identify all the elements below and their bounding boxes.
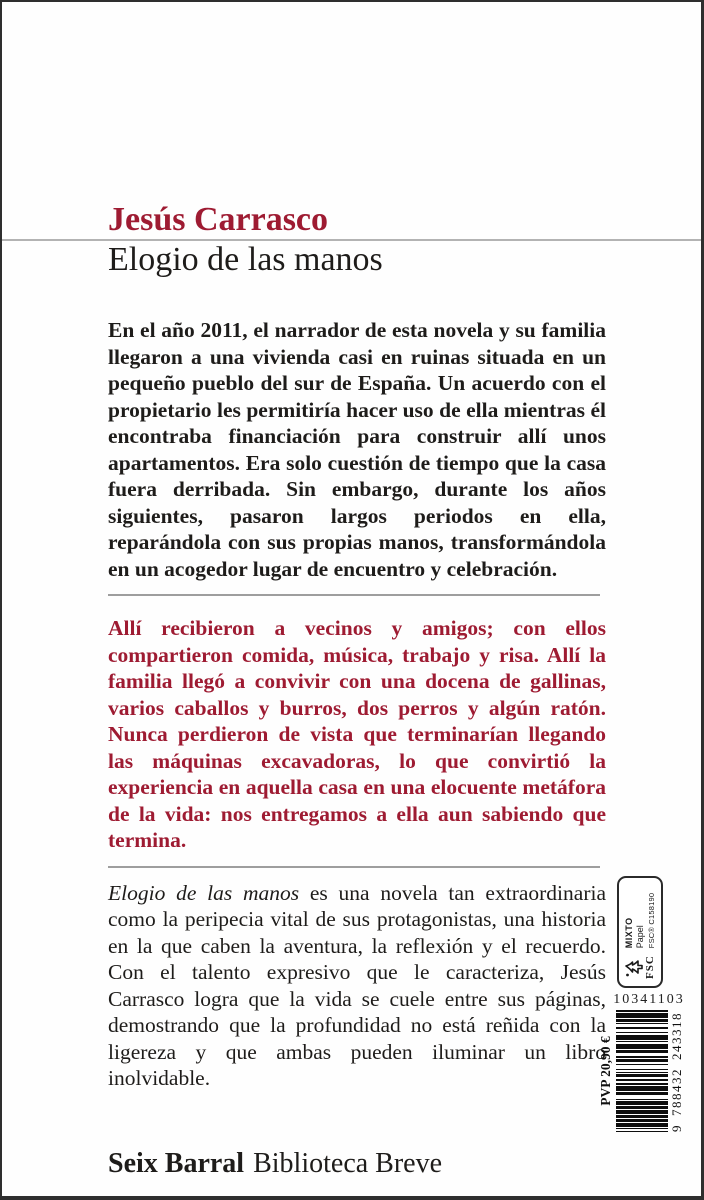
fsc-papel-label: Papel <box>635 925 645 949</box>
book-title: Elogio de las manos <box>108 241 383 278</box>
synopsis-paragraph-2: Allí recibieron a vecinos y amigos; con ellos compartieron comida, música, trabajo y risa. Allí la familia llegó a convivir con una docena de gallinas, varios caballos y burros, dos perros y algún ratón. Nunca perdieron de vista que terminarían llegando las máquinas excavadoras, lo que convirtió la experiencia en aquella casa en una elocuente metáfora de la vida: nos entregamos a ella aun sabiendo que termina. <box>108 616 606 852</box>
fsc-logo-text: FSC <box>643 955 656 979</box>
ean-digit-group-3: 243318 <box>669 1012 684 1060</box>
section-rule-2 <box>108 866 600 868</box>
section-rule-1 <box>108 594 600 596</box>
fsc-certification-label <box>617 876 663 988</box>
synopsis-paragraph-1: En el año 2011, el narrador de esta novela y su familia llegaron a una vivienda casi en ruinas situada en un pequeño pueblo del sur de España. Un acuerdo con el propietario les permitiría hacer uso de ella mientras él encontraba financiación para construir allí unos apartamentos. Era solo cuestión de tiempo que la casa fuera derribada. Sin embargo, durante los años siguientes, pasaron largos periodos en ella, reparándola con sus propias manos, transformándola en un acogedor lugar de encuentro y celebración. <box>108 318 606 581</box>
ean-digit-group-2: 788432 <box>669 1068 684 1116</box>
barcode-block <box>594 1010 684 1132</box>
fsc-tree-icon <box>625 956 645 978</box>
barcode-rotated-content <box>594 1010 684 1132</box>
fsc-mixto-label: MIXTO <box>624 917 634 949</box>
fsc-cert-number: FSC® C158190 <box>647 892 656 949</box>
price-label: PVP 20,90 € <box>598 1036 613 1106</box>
collection-name: Biblioteca Breve <box>253 1147 443 1179</box>
book-title-inline-italic: Elogio de las manos <box>108 880 300 905</box>
synopsis-paragraph-3 <box>108 880 606 1092</box>
ean-digit-group-1: 9 <box>669 1124 684 1132</box>
ean-number <box>669 1010 684 1132</box>
fsc-logo <box>625 955 656 979</box>
publisher-logo <box>108 1147 606 1181</box>
main-text-column <box>108 200 606 1181</box>
imprint-name: Seix Barral <box>108 1147 245 1179</box>
synopsis-paragraph-3-rest: es una novela tan extraordinaria como la peripecia vital de sus protagonistas, una historia en la que caben la aventura, la reflexión y el recuerdo. Con el talento expresivo que le caracteriza, Jesús Carrasco logra que la vida se cuele entre sus páginas, demostrando que la profundidad no está reñida con la ligereza y que ambas pueden iluminar un libro inolvidable. <box>108 880 606 1090</box>
reference-number: 10341103 <box>613 992 685 1007</box>
author-name: Jesús Carrasco <box>108 201 329 238</box>
barcode-bars <box>616 1010 668 1132</box>
fsc-label-box <box>617 876 663 988</box>
fsc-label-text <box>624 893 656 948</box>
